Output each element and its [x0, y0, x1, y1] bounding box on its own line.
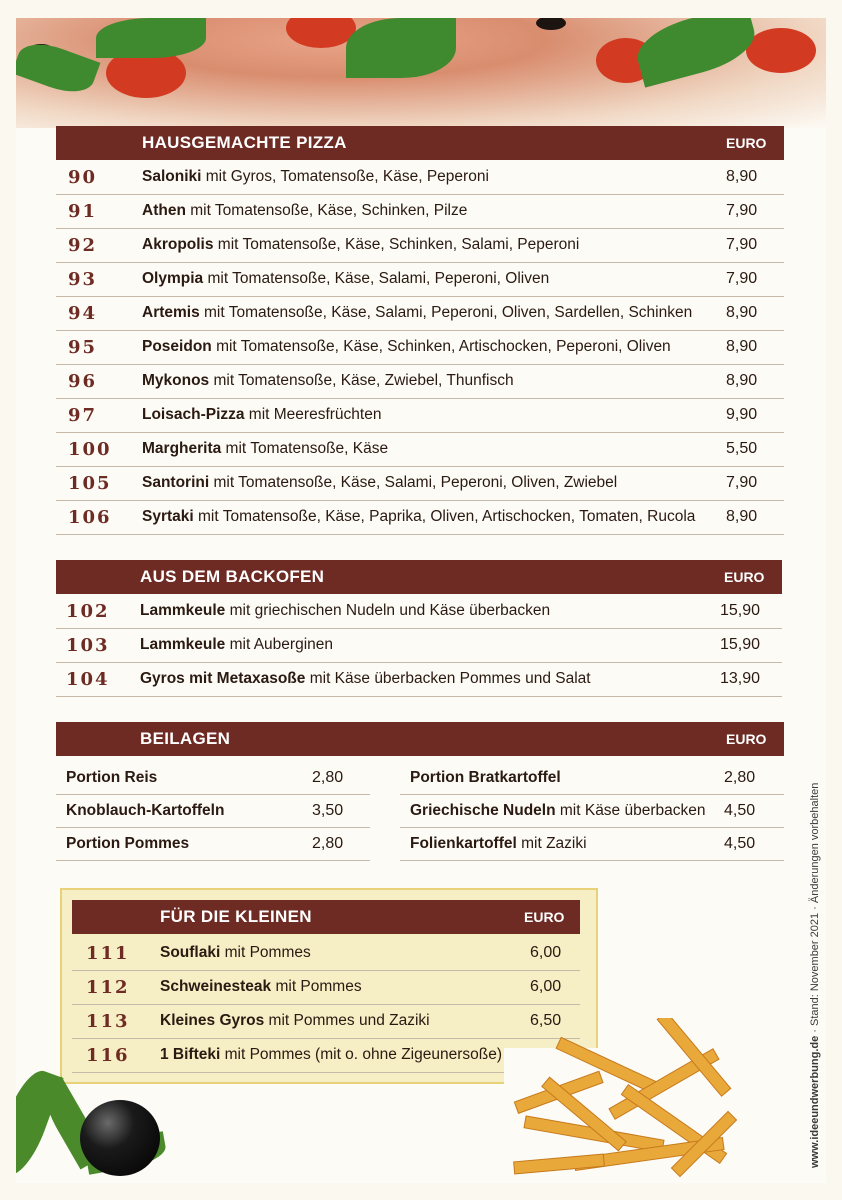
- item-text: [140, 602, 550, 620]
- item-description: mit Auberginen: [225, 636, 334, 653]
- pizza-section-header: [56, 126, 784, 160]
- beilagen-row: [56, 761, 370, 795]
- item-price: 7,90: [726, 236, 758, 253]
- item-text: [66, 769, 157, 787]
- item-text: [410, 835, 587, 853]
- item-name: Santorini: [142, 474, 210, 491]
- pizza-row: [56, 228, 784, 263]
- kinder-section-title: FÜR DIE KLEINEN: [160, 907, 312, 926]
- menu-page: [16, 18, 826, 1183]
- item-number: 97: [68, 404, 98, 426]
- item-description: mit Meeresfrüchten: [244, 406, 382, 423]
- backofen-row: [56, 662, 782, 697]
- item-name: Portion Pommes: [66, 834, 190, 852]
- fries-image: [494, 1018, 764, 1178]
- item-description: mit Pommes (mit o. ohne Zigeunersoße): [220, 1046, 502, 1063]
- item-price: 5,50: [726, 440, 758, 457]
- backofen-section-title: AUS DEM BACKOFEN: [140, 567, 325, 586]
- item-name: Athen: [142, 202, 186, 219]
- item-description: mit Tomatensoße, Käse: [221, 440, 389, 457]
- item-description: mit Zaziki: [516, 834, 587, 852]
- item-number: 103: [66, 634, 110, 656]
- item-text: [66, 835, 189, 853]
- item-number: 96: [68, 370, 98, 392]
- item-text: [140, 670, 591, 688]
- item-text: [142, 304, 692, 322]
- item-price: 7,90: [726, 474, 758, 491]
- item-number: 94: [68, 302, 98, 324]
- item-price: 8,90: [726, 168, 758, 185]
- item-description: mit Käse überbacken: [555, 801, 706, 819]
- item-text: [140, 636, 333, 654]
- item-name: Griechische Nudeln: [410, 801, 556, 819]
- item-description: mit Tomatensoße, Käse, Salami, Peperoni, Oliven, Zwiebel: [209, 474, 618, 491]
- item-text: [410, 802, 706, 820]
- item-text: [142, 440, 388, 458]
- item-description: mit Tomatensoße, Käse, Zwiebel, Thunfisch: [209, 372, 514, 389]
- item-text: [160, 1046, 502, 1064]
- kinder-euro-label: EURO: [524, 909, 565, 925]
- pizza-row: [56, 432, 784, 467]
- item-name: Schweinesteak: [160, 978, 272, 995]
- item-price: 4,50: [724, 834, 756, 852]
- item-price: 8,90: [726, 372, 758, 389]
- item-price: 9,90: [726, 406, 758, 423]
- beilagen-row: [400, 761, 784, 795]
- item-price: 7,90: [726, 270, 758, 287]
- side-note: [809, 783, 821, 1168]
- pizza-row: [56, 296, 784, 331]
- item-description: mit Tomatensoße, Käse, Schinken, Pilze: [185, 202, 468, 219]
- side-note-brand: www.ideeundwerbung.de: [809, 1035, 821, 1168]
- beilagen-section-header: [56, 722, 784, 756]
- kinder-row: [72, 936, 580, 971]
- item-price: 2,80: [724, 768, 756, 786]
- item-text: [142, 168, 489, 186]
- item-text: [160, 944, 311, 962]
- beilagen-section-title: BEILAGEN: [140, 729, 231, 748]
- backofen-section-header: [56, 560, 782, 594]
- pizza-row: [56, 262, 784, 297]
- item-price: 15,90: [720, 602, 761, 619]
- item-name: Mykonos: [142, 372, 210, 389]
- item-number: 93: [68, 268, 98, 290]
- item-text: [142, 270, 549, 288]
- item-name: Portion Bratkartoffel: [410, 768, 561, 786]
- item-number: 91: [68, 200, 98, 222]
- backofen-row: [56, 594, 782, 629]
- item-text: [410, 769, 561, 787]
- item-number: 104: [66, 668, 110, 690]
- beilagen-row: [400, 794, 784, 828]
- item-description: mit griechischen Nudeln und Käse überbacken: [225, 602, 551, 619]
- item-price: 15,90: [720, 636, 761, 653]
- item-text: [160, 1012, 430, 1030]
- backofen-row: [56, 628, 782, 663]
- item-name: Portion Reis: [66, 768, 158, 786]
- item-description: mit Tomatensoße, Käse, Paprika, Oliven, Artischocken, Tomaten, Rucola: [193, 508, 696, 525]
- item-text: [142, 236, 579, 254]
- item-number: 90: [68, 166, 98, 188]
- beilagen-row: [400, 827, 784, 861]
- item-price: 13,90: [720, 670, 761, 687]
- item-text: [142, 338, 671, 356]
- pizza-row: [56, 466, 784, 501]
- item-text: [160, 978, 362, 996]
- item-description: mit Pommes: [271, 978, 362, 995]
- item-description: mit Gyros, Tomatensoße, Käse, Peperoni: [201, 168, 489, 185]
- pizza-row: [56, 398, 784, 433]
- item-name: Lammkeule: [140, 636, 226, 653]
- item-price: 8,90: [726, 508, 758, 525]
- item-name: Lammkeule: [140, 602, 226, 619]
- item-name: Gyros mit Metaxasoße: [140, 670, 306, 687]
- item-text: [142, 508, 695, 526]
- item-name: Akropolis: [142, 236, 214, 253]
- item-name: Knoblauch-Kartoffeln: [66, 801, 225, 819]
- item-description: mit Tomatensoße, Käse, Salami, Peperoni, Oliven: [203, 270, 550, 287]
- item-number: 111: [86, 942, 130, 964]
- item-number: 116: [86, 1044, 130, 1066]
- item-name: Souflaki: [160, 944, 221, 961]
- item-price: 4,50: [724, 801, 756, 819]
- item-text: [66, 802, 224, 820]
- item-price: 6,00: [530, 944, 562, 961]
- item-name: Loisach-Pizza: [142, 406, 245, 423]
- item-name: Margherita: [142, 440, 222, 457]
- item-description: mit Tomatensoße, Käse, Salami, Peperoni, Oliven, Sardellen, Schinken: [199, 304, 693, 321]
- item-number: 95: [68, 336, 98, 358]
- pizza-row: [56, 500, 784, 535]
- kinder-section-header: [72, 900, 580, 934]
- item-name: Poseidon: [142, 338, 212, 355]
- item-price: 6,00: [530, 978, 562, 995]
- item-price: 7,90: [726, 202, 758, 219]
- pizza-row: [56, 364, 784, 399]
- pizza-row: [56, 160, 784, 195]
- item-price: 6,50: [530, 1012, 562, 1029]
- item-number: 100: [68, 438, 112, 460]
- item-name: Syrtaki: [142, 508, 194, 525]
- item-price: 3,50: [312, 801, 344, 819]
- item-name: Kleines Gyros: [160, 1012, 265, 1029]
- item-description: mit Tomatensoße, Käse, Schinken, Salami, Peperoni: [213, 236, 580, 253]
- item-number: 92: [68, 234, 98, 256]
- item-name: Saloniki: [142, 168, 202, 185]
- item-price: 2,80: [312, 768, 344, 786]
- pizza-row: [56, 330, 784, 365]
- item-price: 8,90: [726, 338, 758, 355]
- item-number: 106: [68, 506, 112, 528]
- item-text: [142, 406, 381, 424]
- item-name: Artemis: [142, 304, 200, 321]
- kinder-row: [72, 970, 580, 1005]
- item-description: mit Tomatensoße, Käse, Schinken, Artischocken, Peperoni, Oliven: [211, 338, 671, 355]
- item-number: 105: [68, 472, 112, 494]
- item-name: 1 Bifteki: [160, 1046, 221, 1063]
- item-text: [142, 474, 617, 492]
- pizza-row: [56, 194, 784, 229]
- pizza-section-title: HAUSGEMACHTE PIZZA: [142, 133, 347, 152]
- backofen-euro-label: EURO: [724, 569, 765, 585]
- beilagen-row: [56, 794, 370, 828]
- item-description: mit Käse überbacken Pommes und Salat: [305, 670, 591, 687]
- beilagen-row: [56, 827, 370, 861]
- item-description: mit Pommes: [220, 944, 311, 961]
- item-text: [142, 372, 514, 390]
- item-name: Olympia: [142, 270, 204, 287]
- item-description: mit Pommes und Zaziki: [264, 1012, 430, 1029]
- item-number: 112: [86, 976, 130, 998]
- beilagen-euro-label: EURO: [726, 731, 767, 747]
- item-number: 113: [86, 1010, 130, 1032]
- olive-decoration: [80, 1100, 160, 1176]
- item-number: 102: [66, 600, 110, 622]
- item-price: 2,80: [312, 834, 344, 852]
- item-text: [142, 202, 467, 220]
- pizza-image: [16, 18, 826, 128]
- item-name: Folienkartoffel: [410, 834, 517, 852]
- pizza-euro-label: EURO: [726, 135, 767, 151]
- side-note-text: · Stand: November 2021 · Änderungen vorbehalten: [809, 782, 821, 1036]
- item-price: 8,90: [726, 304, 758, 321]
